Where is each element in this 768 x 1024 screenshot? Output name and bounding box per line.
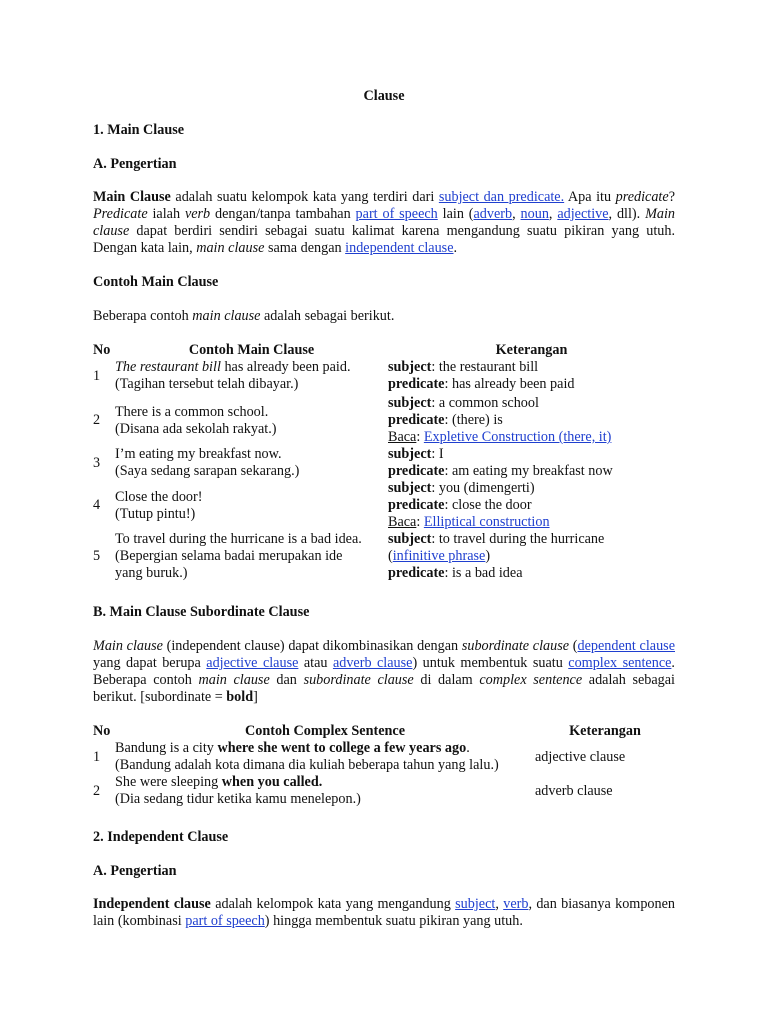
link-adverb[interactable]: adverb xyxy=(473,206,513,222)
link-adjective[interactable]: adjective xyxy=(557,206,609,222)
link-part-of-speech[interactable]: part of speech xyxy=(355,206,438,222)
subheading-pengertian-2: A. Pengertian xyxy=(93,863,177,879)
paragraph-complex-sentence: Main clause (independent clause) dapat dikombinasikan dengan subordinate clause (dependent clause yang dapat berupa adjective clause atau adverb clause) untuk membentuk suatu complex sentence. Beberapa contoh main clause dan subordinate clause di dalam complex sentence adalah sebagai berikut. [subordinate = bold] xyxy=(93,638,676,705)
subheading-main-subordinate: B. Main Clause Subordinate Clause xyxy=(93,604,310,620)
subheading-pengertian: A. Pengertian xyxy=(93,156,177,172)
main-clause-examples-table xyxy=(93,342,675,582)
header-contoh: Contoh Main Clause xyxy=(188,342,315,358)
link-subject-predicate[interactable]: subject dan predicate. xyxy=(438,189,565,205)
term-main-clause: Main Clause xyxy=(93,189,171,205)
table-row: 5 To travel during the hurricane is a bad idea. (Bepergian selama badai merupakan ide yang buruk.) subject: to travel during the hurricane (infinitive phrase) predicate: is a bad idea xyxy=(93,531,605,581)
table-row: 4 Close the door! (Tutup pintu!) subject: you (dimengerti) predicate: close the door Baca: Elliptical construction xyxy=(93,480,550,530)
link-elliptical-construction[interactable]: Elliptical construction xyxy=(423,514,550,530)
complex-sentence-table xyxy=(93,723,675,808)
link-part-of-speech-2[interactable]: part of speech xyxy=(185,913,265,929)
header-keterangan: Keterangan xyxy=(495,342,568,358)
table-header-row xyxy=(93,342,675,359)
link-dependent-clause[interactable]: dependent clause xyxy=(577,638,675,654)
link-adverb-clause[interactable]: adverb clause xyxy=(332,655,413,671)
table-row: 3 I’m eating my breakfast now. (Saya sedang sarapan sekarang.) subject: I predicate: am eating my breakfast now xyxy=(93,446,613,479)
section-heading-main-clause: 1. Main Clause xyxy=(93,122,185,138)
header-no: No xyxy=(93,723,111,739)
paragraph-independent-clause: Independent clause adalah kelompok kata yang mengandung subject, verb, dan biasanya komponen lain (kombinasi part of speech) hingga membentuk suatu pikiran yang utuh. xyxy=(93,896,676,929)
page-title: Clause xyxy=(363,88,405,104)
link-complex-sentence[interactable]: complex sentence xyxy=(568,655,672,671)
link-infinitive-phrase[interactable]: infinitive phrase xyxy=(392,548,486,564)
subheading-contoh-main-clause: Contoh Main Clause xyxy=(93,274,219,290)
term-independent-clause: Independent clause xyxy=(93,896,211,912)
table-row: 2 There is a common school. (Disana ada sekolah rakyat.) subject: a common school predicate: (there) is Baca: Expletive Construction (there, it) xyxy=(93,395,612,445)
paragraph-main-clause-definition: Main Clause adalah suatu kelompok kata yang terdiri dari subject dan predicate. Apa itu predicate? Predicate ialah verb dengan/tanpa tambahan part of speech lain (adverb, noun, adjective, dll). Main clause dapat berdiri sendiri sebagai suatu kalimat karena mengandung suatu pikiran yang utuh. Dengan kata lain, main clause sama dengan independent clause. xyxy=(93,189,676,256)
header-keterangan: Keterangan xyxy=(569,723,641,739)
header-no: No xyxy=(93,342,111,358)
link-verb[interactable]: verb xyxy=(503,896,529,912)
link-adjective-clause[interactable]: adjective clause xyxy=(206,655,299,671)
link-expletive-construction[interactable]: Expletive Construction (there, it) xyxy=(423,429,612,445)
link-subject[interactable]: subject xyxy=(455,896,496,912)
link-independent-clause[interactable]: independent clause xyxy=(345,240,454,256)
table-row: 1 The restaurant bill has already been paid. (Tagihan tersebut telah dibayar.) subject: the restaurant bill predicate: has already been paid xyxy=(93,359,575,392)
table-header-row xyxy=(93,723,675,740)
paragraph-contoh-intro: Beberapa contoh main clause adalah sebagai berikut. xyxy=(93,308,395,324)
header-contoh-complex: Contoh Complex Sentence xyxy=(245,723,405,739)
table-row: 2 She were sleeping when you called. (Dia sedang tidur ketika kamu menelepon.) adverb clause xyxy=(93,774,613,807)
section-heading-independent-clause: 2. Independent Clause xyxy=(93,829,229,845)
link-noun[interactable]: noun xyxy=(520,206,549,222)
table-row: 1 Bandung is a city where she went to college a few years ago. (Bandung adalah kota dimana dia kuliah beberapa tahun yang lalu.) adjective clause xyxy=(93,740,626,773)
